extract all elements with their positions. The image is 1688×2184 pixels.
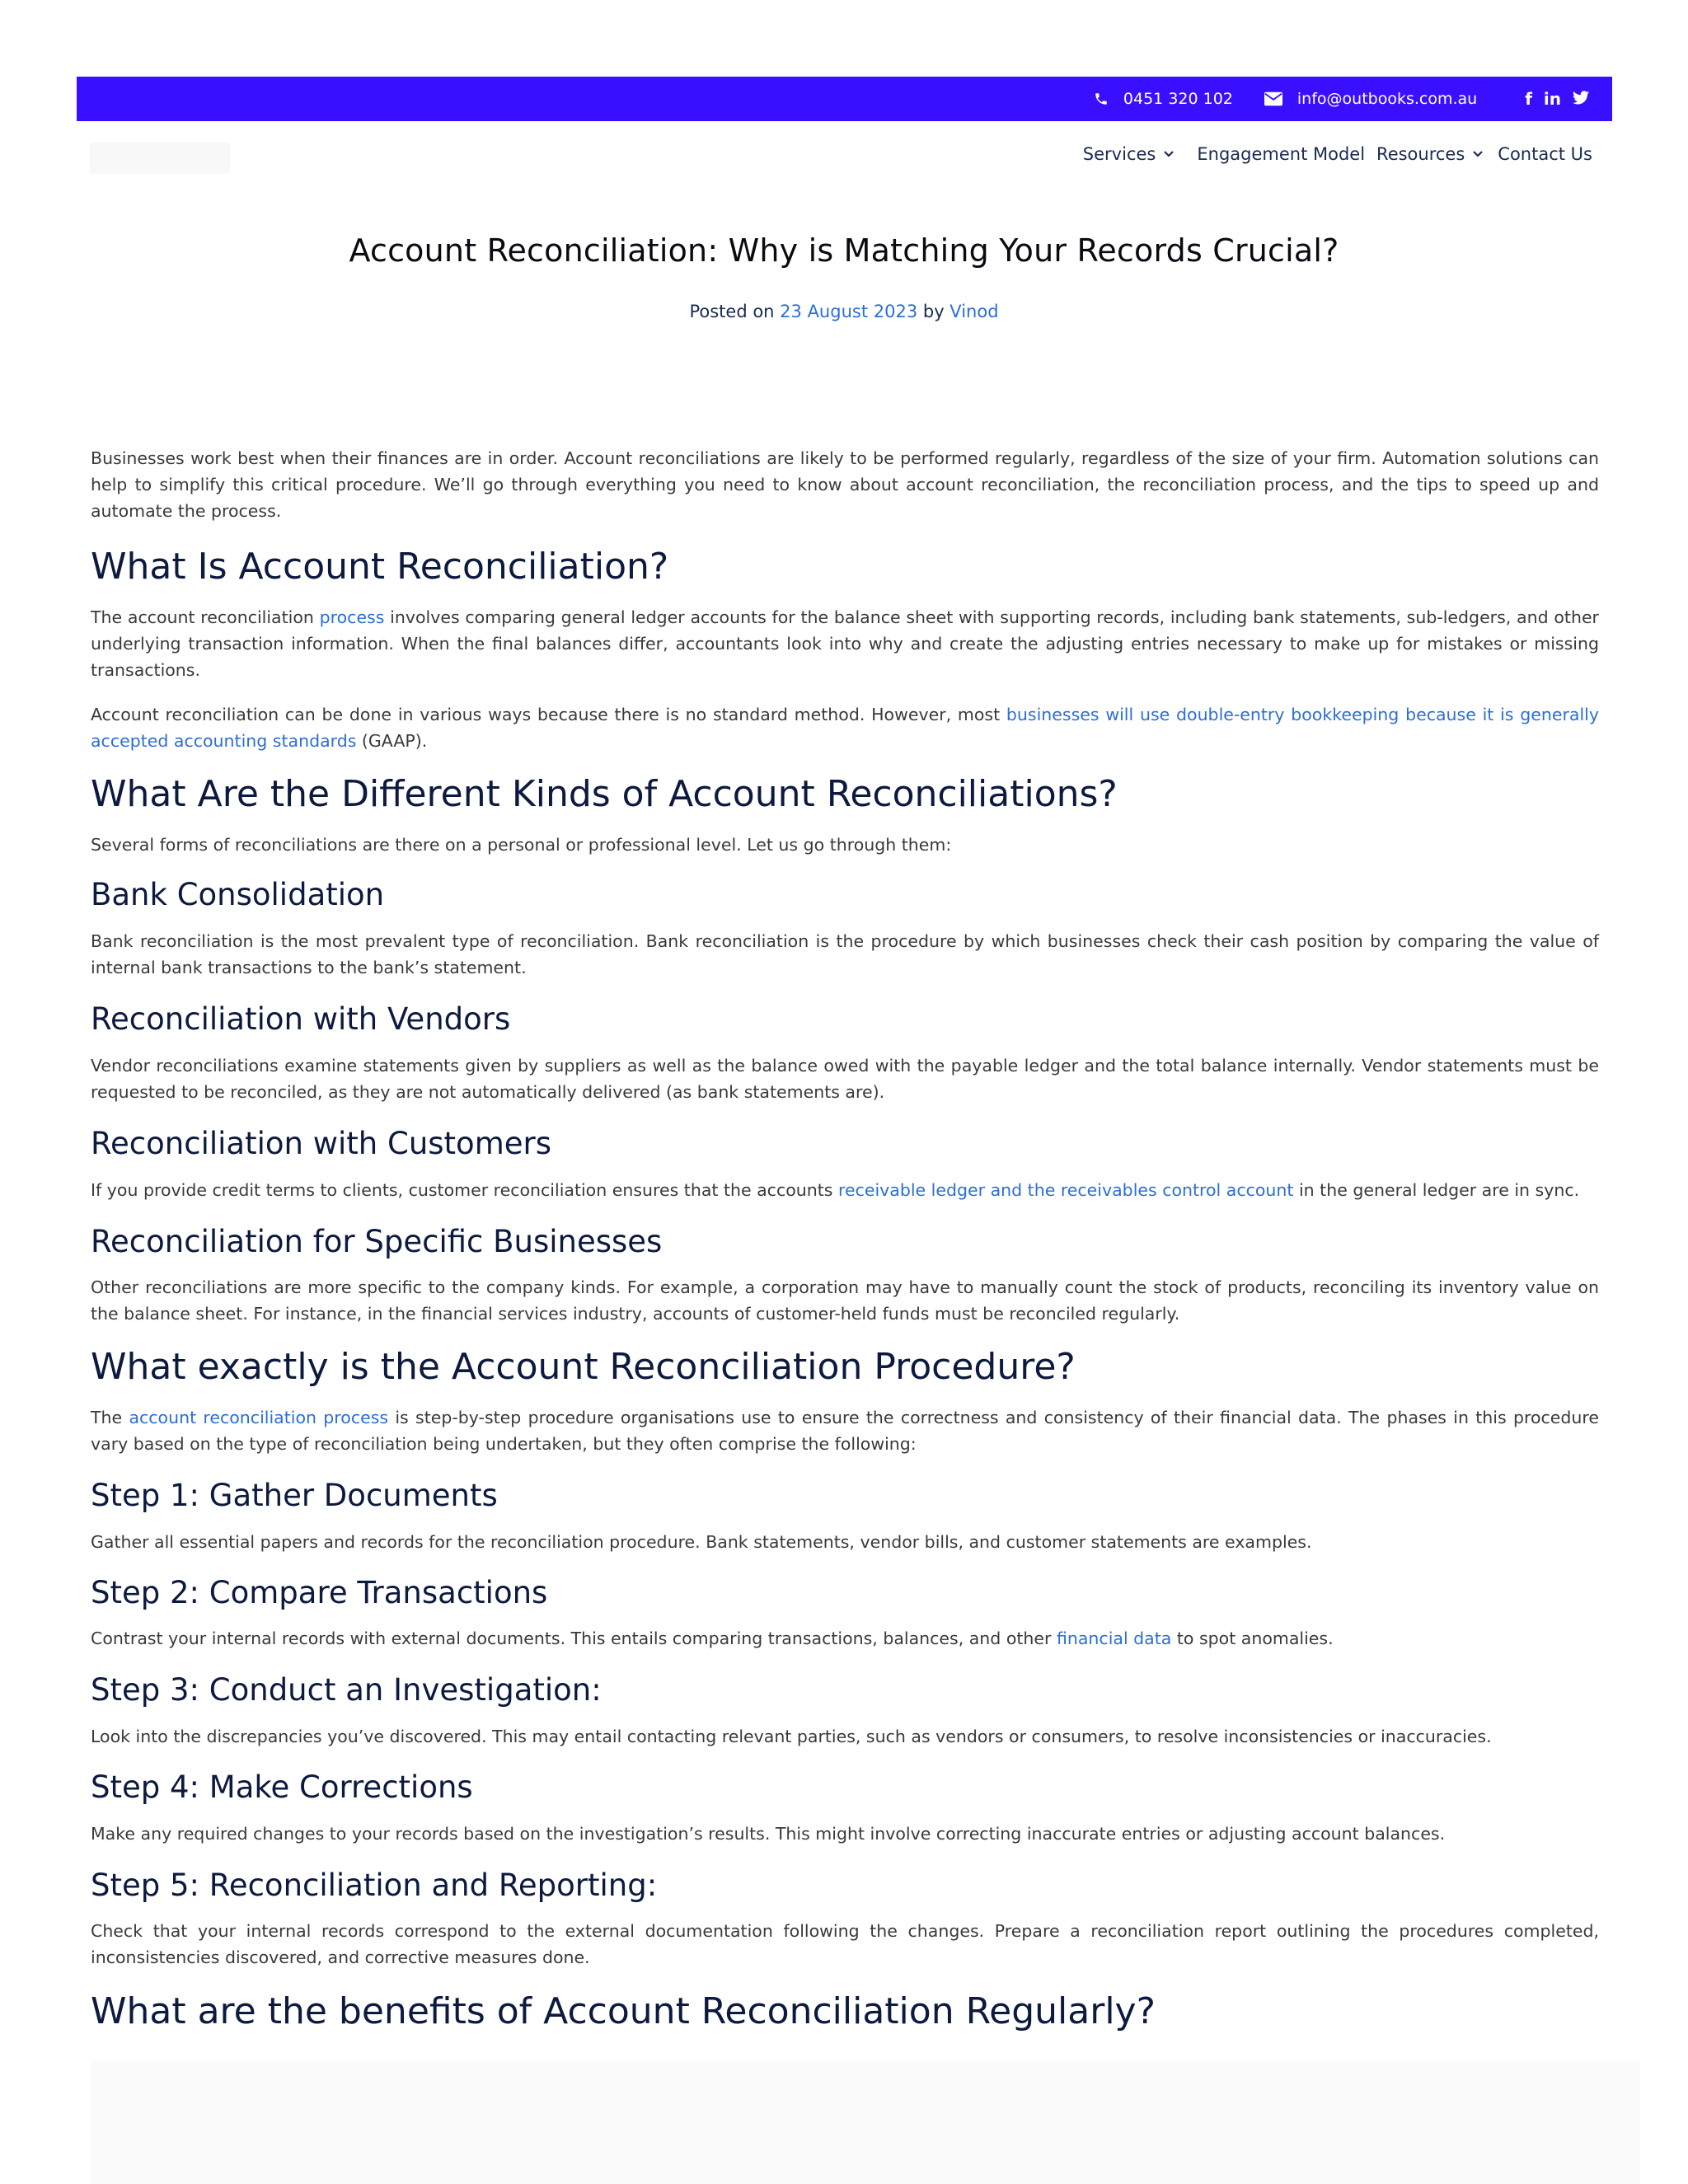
posted-on-label: Posted on [689,302,781,321]
phone-number[interactable]: 0451 320 102 [1123,90,1233,108]
nav-label-engagement-model[interactable]: Engagement Model [1197,144,1366,164]
page-title: Account Reconciliation: Why is Matching Your Records Crucial? [349,232,1339,269]
process-link[interactable]: process [319,607,385,627]
account-reconciliation-process-link[interactable]: account reconciliation process [129,1408,389,1427]
phone-contact[interactable] [1094,90,1233,108]
paragraph-customers: If you provide credit terms to clients, customer reconciliation ensures that the accounts receivable ledger and the receivables control account in the general ledger are in sync. [91,1180,1580,1200]
facebook-icon[interactable]: f [1525,89,1532,109]
intro-paragraph: Businesses work best when their finances are in order. Account reconciliations are likely to be performed regularly, regardless of the size of your firm. Automation solutions can help to simplify this critical procedure. We’ll go through everything you need to know about account reconciliation, the reconciliation process, and the tips to speed up and automate the process. [91,448,1599,521]
author-link[interactable]: Vinod [950,302,999,321]
social-links [1525,91,1589,107]
heading-kinds: What Are the Different Kinds of Account Reconciliations? [91,773,1118,815]
nav-item-services[interactable] [1083,144,1175,164]
nav-menu [1071,144,1592,164]
paragraph-step-3: Look into the discrepancies you’ve discovered. This may entail contacting relevant parties, such as vendors or consumers, to resolve inconsistencies or inaccuracies. [91,1727,1492,1746]
nav-item-resources[interactable] [1376,144,1483,164]
paragraph-kinds: Several forms of reconciliations are there on a personal or professional level. Let us go through them: [91,835,952,855]
financial-data-link[interactable]: financial data [1056,1629,1172,1648]
phone-icon [1094,91,1109,106]
heading-step-5: Step 5: Reconciliation and Reporting: [91,1868,658,1903]
paragraph-step-2: Contrast your internal records with external documents. This entails comparing transactions, balances, and other financial data to spot anomalies. [91,1629,1334,1648]
heading-step-2: Step 2: Compare Transactions [91,1575,548,1610]
heading-step-3: Step 3: Conduct an Investigation: [91,1672,602,1708]
email-contact[interactable] [1264,90,1477,108]
site-logo[interactable] [90,143,230,174]
post-date-link[interactable]: 23 August 2023 [780,302,918,321]
by-label: by [917,302,950,321]
main-navigation [77,136,1612,177]
paragraph-what-is-2: Account reconciliation can be done in various ways because there is no standard method. However, most businesses will use double-entry bookkeeping because it is generally accepted accounting standards (GAAP). [91,705,1599,751]
heading-step-4: Step 4: Make Corrections [91,1769,473,1805]
nav-item-contact-us[interactable] [1498,144,1592,164]
nav-label-services[interactable]: Services [1082,144,1156,164]
receivable-ledger-link[interactable]: receivable ledger and the receivables control account [837,1180,1294,1200]
heading-what-is: What Is Account Reconciliation? [91,546,669,588]
paragraph-what-is-1: The account reconciliation process involves comparing general ledger accounts for the balance sheet with supporting records, including bank statements, sub-ledgers, and other underlying transaction information. When the final balances differ, accountants look into why and create the adjusting entries necessary to make up for mistakes or missing transactions. [91,607,1599,680]
email-address[interactable]: info@outbooks.com.au [1296,90,1478,108]
top-contact-bar [77,77,1612,121]
heading-vendors: Reconciliation with Vendors [91,1001,511,1037]
nav-label-contact-us[interactable]: Contact Us [1498,144,1592,164]
featured-image-area [91,346,1599,429]
paragraph-step-5: Check that your internal records correspond to the external documentation following the changes. Prepare a reconciliation report outlining the procedures completed, inconsistencies discovered, and corrective measures done. [91,1921,1599,1967]
post-meta [0,302,1688,321]
heading-customers: Reconciliation with Customers [91,1126,551,1161]
heading-bank-consolidation: Bank Consolidation [91,877,385,912]
envelope-icon [1264,91,1282,106]
lower-content-area [91,2060,1640,2184]
linkedin-icon[interactable]: in [1543,89,1561,109]
heading-step-1: Step 1: Gather Documents [91,1478,498,1513]
chevron-down-icon [1164,151,1174,157]
paragraph-bank: Bank reconciliation is the most prevalent type of reconciliation. Bank reconciliation is the procedure by which businesses check their cash position by comparing the value of internal bank transactions to the bank’s statement. [91,931,1599,977]
nav-item-engagement-model[interactable] [1197,144,1365,164]
heading-benefits: What are the benefits of Account Reconciliation Regularly? [91,1990,1156,2032]
paragraph-specific: Other reconciliations are more specific to the company kinds. For example, a corporation may have to manually count the stock of products, reconciling its inventory value on the balance sheet. For instance, in the financial services industry, accounts of customer-held funds must be reconciled regularly. [91,1277,1599,1324]
paragraph-procedure: The account reconciliation process is step-by-step procedure organisations use to ensure the correctness and consistency of their financial data. The phases in this procedure vary based on the type of reconciliation being undertaken, but they often comprise the following: [91,1408,1599,1454]
heading-specific-businesses: Reconciliation for Specific Businesses [91,1224,663,1259]
heading-procedure: What exactly is the Account Reconciliation Procedure? [91,1346,1076,1388]
double-entry-link[interactable]: businesses will use double-entry bookkeeping because it is generally accepted accounting standards [91,705,1599,751]
paragraph-step-4: Make any required changes to your records based on the investigation’s results. This might involve correcting inaccurate entries or adjusting account balances. [91,1824,1446,1844]
paragraph-step-1: Gather all essential papers and records for the reconciliation procedure. Bank statements, vendor bills, and customer statements are examples. [91,1532,1312,1552]
chevron-down-icon [1473,151,1483,157]
twitter-icon[interactable] [1573,91,1589,107]
paragraph-vendors: Vendor reconciliations examine statements given by suppliers as well as the balance owed with the payable ledger and the total balance internally. Vendor statements must be requested to be reconciled, as they are not automatically delivered (as bank statements are). [91,1056,1599,1102]
nav-label-resources[interactable]: Resources [1376,144,1465,164]
